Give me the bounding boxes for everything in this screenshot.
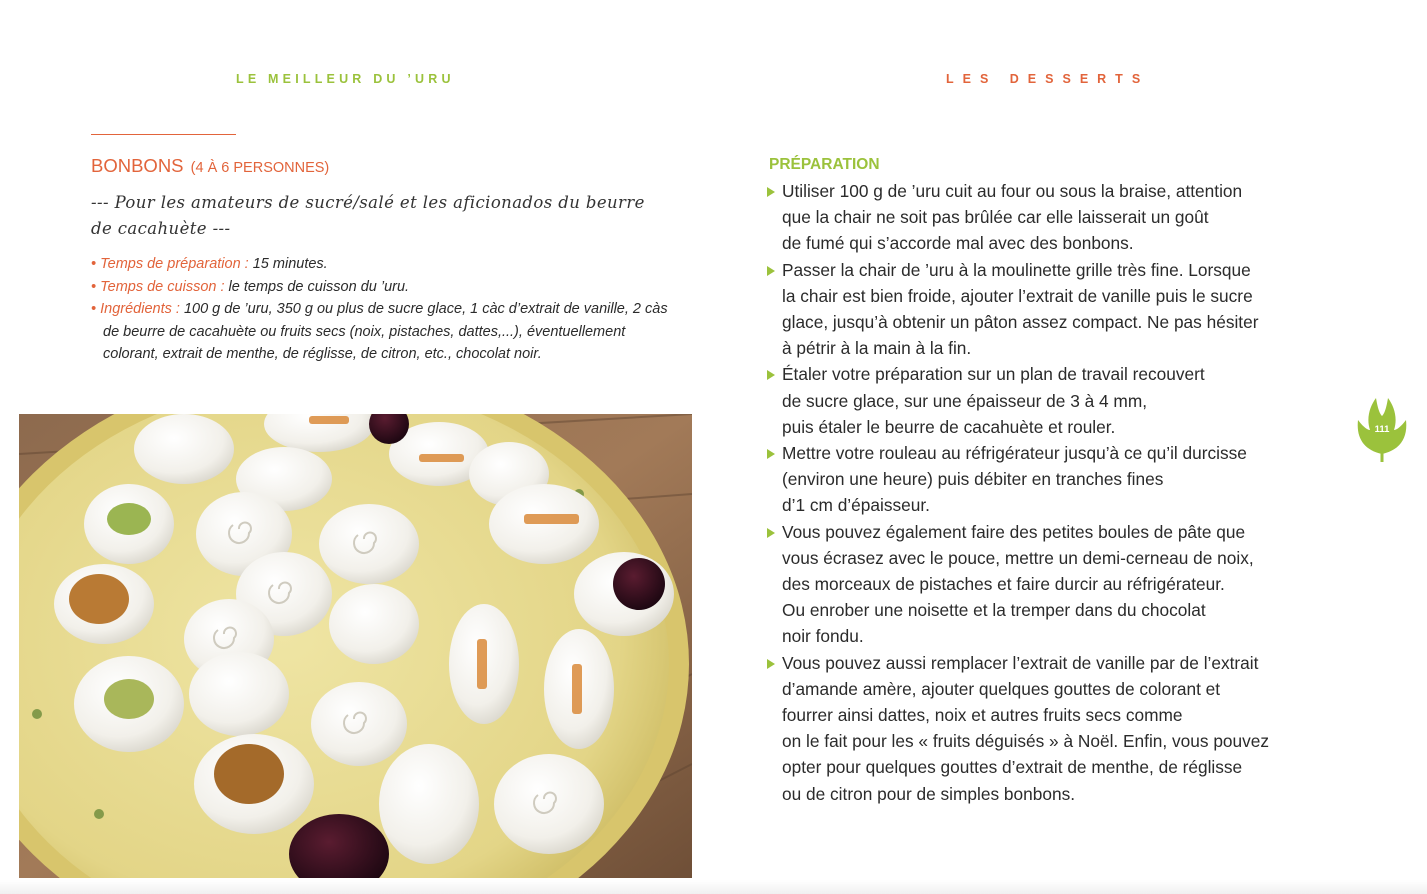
step-line: puis étaler le beurre de cacahuète et rouler. <box>782 416 1116 437</box>
step-line: Utiliser 100 g de ’uru cuit au four ou sous la braise, attention <box>782 181 1243 201</box>
recipe-servings: (4 À 6 PERSONNES) <box>190 160 330 176</box>
preparation-steps <box>766 178 1346 807</box>
step-line: vous écrasez avec le pouce, mettre un demi-cerneau de noix, <box>782 547 1254 568</box>
preparation-step <box>766 650 1346 807</box>
step-line: de sucre glace, sur une épaisseur de 3 à 4 mm, <box>782 390 1148 411</box>
preparation-step <box>766 257 1346 362</box>
triangle-bullet-icon <box>767 659 775 669</box>
page-bottom-shadow <box>0 880 1427 894</box>
step-line: Mettre votre rouleau au réfrigérateur jusqu’à ce qu’il durcisse <box>782 443 1247 464</box>
step-line: Vous pouvez aussi remplacer l’extrait de vanille par de l’extrait <box>782 652 1259 673</box>
step-line: on le fait pour les « fruits déguisés » à Noël. Enfin, vous pouvez <box>782 731 1270 752</box>
recipe-tagline: --- Pour les amateurs de sucré/salé et les aficionados du beurre de cacahuète --- <box>91 193 645 238</box>
step-line: glace, jusqu’à obtenir un pâton assez compact. Ne pas hésiter <box>782 312 1259 333</box>
info-value: le temps de cuisson du ’uru. <box>228 278 410 295</box>
info-key: Ingrédients : <box>100 301 180 318</box>
bonbons-photo <box>19 414 692 878</box>
info-item-prep-time: • Temps de préparation : 15 minutes. <box>91 256 328 272</box>
info-item-ingredients: • Ingrédients : 100 g de ’uru, 350 g ou plus de sucre glace, 1 càc d’extrait de vanille, 2 càs de beurre de cacahuète ou fruits secs (noix, pistaches, dattes,...), éventuellement colorant, extrait de menthe, de réglisse, de citron, etc., chocolat noir. <box>91 301 668 363</box>
step-line: à pétrir à la main à la fin. <box>782 338 972 359</box>
step-line: Ou enrober une noisette et la tremper dans du chocolat <box>782 600 1206 621</box>
step-line: (environ une heure) puis débiter en tranches fines <box>782 469 1164 490</box>
step-line: fourrer ainsi dattes, noix et autres fruits secs comme <box>782 705 1183 726</box>
step-line: Vous pouvez également faire des petites boules de pâte que <box>782 521 1246 542</box>
info-key: Temps de cuisson : <box>100 278 225 295</box>
triangle-bullet-icon <box>767 187 775 197</box>
step-line: Étaler votre préparation sur un plan de travail recouvert <box>782 364 1205 385</box>
step-line: de fumé qui s’accorde mal avec des bonbons. <box>782 233 1134 254</box>
info-value: 100 g de ’uru, 350 g ou plus de sucre glace, 1 càc d’extrait de vanille, 2 càs de beurre de cacahuète ou fruits secs (noix, pistaches, dattes,...), éventuellement colorant, extrait de menthe, de réglisse, de citron, etc., chocolat noir. <box>103 301 668 363</box>
step-line: noir fondu. <box>782 626 864 647</box>
preparation-step <box>766 519 1346 650</box>
page-number: 111 <box>1374 424 1390 435</box>
preparation-step <box>766 440 1346 519</box>
running-head-left: LE MEILLEUR DU ’URU <box>236 72 455 86</box>
triangle-bullet-icon <box>767 370 775 380</box>
step-line: la chair est bien froide, ajouter l’extrait de vanille puis le sucre <box>782 285 1253 306</box>
running-head-right: LES DESSERTS <box>946 72 1150 86</box>
recipe-title <box>91 155 329 177</box>
step-line: que la chair ne soit pas brûlée car elle laisserait un goût <box>782 207 1209 228</box>
step-line: d’amande amère, ajouter quelques gouttes de colorant et <box>782 678 1221 699</box>
step-line: d’1 cm d’épaisseur. <box>782 495 930 516</box>
recipe-info-list <box>91 253 671 366</box>
preparation-step <box>766 178 1346 257</box>
triangle-bullet-icon <box>767 528 775 538</box>
triangle-bullet-icon <box>767 266 775 276</box>
triangle-bullet-icon <box>767 449 775 459</box>
preparation-step <box>766 361 1346 440</box>
info-value: 15 minutes. <box>252 256 328 272</box>
title-rule <box>91 134 236 135</box>
preparation-heading: PRÉPARATION <box>769 156 880 173</box>
recipe-name: BONBONS <box>91 155 184 176</box>
step-line: opter pour quelques gouttes d’extrait de menthe, de réglisse <box>782 757 1243 778</box>
step-line: des morceaux de pistaches et faire durcir au réfrigérateur. <box>782 574 1225 595</box>
info-key: Temps de préparation : <box>100 256 249 272</box>
step-line: ou de citron pour de simples bonbons. <box>782 783 1076 804</box>
info-item-cook-time: • Temps de cuisson : le temps de cuisson du ’uru. <box>91 278 410 295</box>
step-line: Passer la chair de ’uru à la moulinette grille très fine. Lorsque <box>782 259 1251 280</box>
